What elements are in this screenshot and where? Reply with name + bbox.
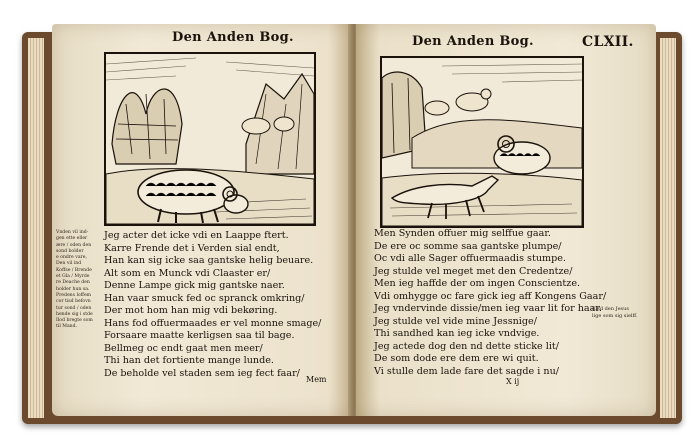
right-page-text — [374, 228, 606, 378]
side-note-line: holder hun sa. — [56, 286, 90, 292]
side-note-line: ære / oden den — [56, 242, 92, 248]
left-woodcut-illustration — [106, 54, 314, 224]
text-line: De som dode ere dem ere wi quit. — [374, 353, 539, 364]
text-line: Men ieg haffde der om ingen Conscientze. — [374, 278, 581, 289]
right-page-edges — [660, 38, 676, 418]
side-note-line: hende sig i stde — [56, 311, 93, 317]
right-woodcut-fox-goats — [380, 56, 584, 228]
text-line: Men Synden offuer mig selffue gaar. — [374, 228, 551, 239]
text-line: Denne Lampe gick mig gantske naer. — [104, 280, 285, 291]
text-line: Jeg vndervinde dissie/men ieg vaar lit for haar. — [374, 303, 602, 314]
text-line: Vi stulle dem lade fare det sagde i nu/ — [374, 365, 559, 377]
left-page-edges — [28, 38, 44, 418]
text-line: Jeg acter det icke vdi en Laappe ftert. — [104, 230, 289, 241]
folio-number: CLXII. — [582, 34, 634, 50]
side-note-line: Koffse / Brende — [56, 267, 92, 273]
open-book — [22, 18, 682, 428]
side-note-line: Vnden vil ind- — [56, 230, 89, 235]
side-note-line: lige som sig sielff. — [592, 313, 638, 319]
left-page — [52, 24, 352, 416]
side-note-line: re Deache den — [56, 280, 90, 286]
text-line: Jeg stulde vel meget met den Credentze/ — [374, 265, 573, 277]
side-note-line: til Mand. — [56, 324, 78, 330]
side-note-line: Ilod bregte som — [56, 318, 93, 324]
text-line: Jeg actede dog den nd dette sticke lit/ — [374, 340, 559, 352]
side-note-line: tur sond / oden — [56, 305, 92, 311]
text-line: Der mot hom han mig vdi bekøring. — [104, 305, 278, 316]
side-note-line: Eisd den Jesus — [592, 306, 629, 312]
left-catchword: Mem — [306, 375, 327, 384]
text-line: Oc vdi alle Sager offuermaadis stumpe. — [374, 253, 566, 264]
text-line: Karre Frende det i Verden sial endt, — [104, 242, 280, 254]
side-note-line: gen ette eller — [56, 236, 88, 242]
text-line: De ere oc somme saa gantske plumpe/ — [374, 240, 562, 252]
left-page-text — [104, 230, 321, 380]
left-side-note — [56, 230, 93, 331]
left-page-header: Den Anden Bog. — [172, 30, 294, 45]
right-woodcut-illustration — [382, 58, 582, 226]
text-line: Han vaar smuck fed oc spranck omkring/ — [104, 292, 305, 304]
text-line: Thi sandhed kan ieg icke vndvige. — [374, 328, 540, 339]
text-line: Alt som en Munck vdi Claaster er/ — [104, 267, 271, 279]
text-line: Vdi omhygge oc fare gick ieg aff Kongens Gaar/ — [374, 290, 607, 302]
signature-mark: X ij — [506, 377, 520, 386]
text-line: Han kan sig icke saa gantske helig beuare. — [104, 255, 314, 266]
side-note-line: Den vil ind — [56, 261, 82, 267]
text-line: Bellmeg oc endt gaat men meer/ — [104, 342, 263, 354]
text-line: De beholde vel staden sem ieg fect faar/ — [104, 367, 300, 379]
side-note-line: Predens loffem — [56, 292, 92, 298]
text-line: Forsaare maatte kerligsen saa til bage. — [104, 330, 295, 341]
text-line: Thi han det fortiente mange lunde. — [104, 355, 274, 366]
right-page-header: Den Anden Bog. — [412, 34, 534, 49]
text-line: Hans fod offuermaades er vel monne smage/ — [104, 317, 322, 329]
text-line: Jeg stulde vel vide mine Jessnige/ — [374, 315, 537, 327]
right-side-note — [592, 306, 638, 320]
left-woodcut-ram — [104, 52, 316, 226]
side-note-line: cor tisd befovn — [56, 299, 91, 305]
side-note-line: e ondre vare, — [56, 255, 87, 261]
right-page — [356, 24, 656, 416]
side-note-line: et Gla / Myrde — [56, 274, 90, 280]
side-note-line: sond bolder — [56, 248, 84, 254]
